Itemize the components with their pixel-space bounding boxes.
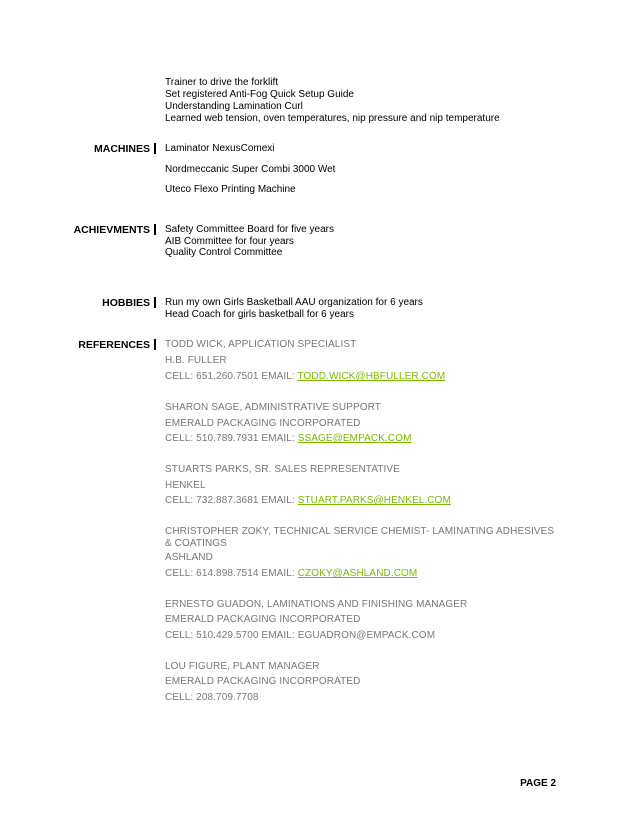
training-line: Set registered Anti-Fog Quick Setup Guide bbox=[165, 89, 354, 100]
achievement-item: Quality Control Committee bbox=[165, 247, 283, 258]
reference-name: ERNESTO GUADON, LAMINATIONS AND FINISHING MANAGER bbox=[165, 599, 468, 610]
training-line: Learned web tension, oven temperatures, nip pressure and nip temperature bbox=[165, 113, 500, 124]
reference-cell: CELL: 732.887.3681 EMAIL: bbox=[165, 495, 298, 506]
section-divider bbox=[154, 297, 156, 308]
reference-contact bbox=[165, 495, 555, 507]
training-line: Trainer to drive the forklift bbox=[165, 77, 279, 88]
machine-item: Uteco Flexo Printing Machine bbox=[165, 184, 296, 195]
reference-name: SHARON SAGE, ADMINISTRATIVE SUPPORT bbox=[165, 402, 381, 413]
section-divider bbox=[154, 339, 156, 350]
reference-name: TODD WICK, APPLICATION SPECIALIST bbox=[165, 339, 357, 350]
reference-contact bbox=[165, 568, 555, 580]
reference-email-link[interactable]: STUART.PARKS@HENKEL.COM bbox=[297, 495, 451, 506]
reference-cell: CELL: 651.260.7501 EMAIL: bbox=[165, 371, 298, 382]
reference-company: HENKEL bbox=[165, 480, 206, 491]
page-number: PAGE 2 bbox=[520, 778, 556, 789]
reference-contact bbox=[165, 371, 555, 383]
reference-name: CHRISTOPHER ZOKY, TECHNICAL SERVICE CHEMIST- LAMINATING ADHESIVES & COATINGS bbox=[165, 526, 555, 549]
reference-name: LOU FIGURE, PLANT MANAGER bbox=[165, 661, 320, 672]
training-line: Understanding Lamination Curl bbox=[165, 101, 303, 112]
hobby-item: Run my own Girls Basketball AAU organization for 6 years bbox=[165, 297, 423, 308]
reference-contact bbox=[165, 433, 555, 445]
reference-email-link[interactable]: SSAGE@EMPACK.COM bbox=[297, 433, 412, 444]
reference-cell: CELL: 614.898.7514 EMAIL: bbox=[165, 568, 298, 579]
reference-company: EMERALD PACKAGING INCORPORATED bbox=[165, 676, 361, 687]
machine-item: Nordmeccanic Super Combi 3000 Wet bbox=[165, 164, 336, 175]
reference-name: STUARTS PARKS, SR. SALES REPRESENTATIVE bbox=[165, 464, 400, 475]
reference-company: H.B. FULLER bbox=[165, 355, 227, 366]
hobby-item: Head Coach for girls basketball for 6 years bbox=[165, 309, 354, 320]
reference-contact: CELL: 510.429.5700 EMAIL: EGUADRON@EMPACK.COM bbox=[165, 630, 436, 641]
section-divider bbox=[154, 224, 156, 235]
machines-heading: MACHINES bbox=[93, 143, 150, 155]
achievements-heading: ACHIEVMENTS bbox=[73, 224, 150, 236]
references-heading: REFERENCES bbox=[78, 339, 150, 351]
reference-cell: CELL: 510.789.7931 EMAIL: bbox=[165, 433, 298, 444]
reference-email-link[interactable]: CZOKY@ASHLAND.COM bbox=[297, 568, 418, 579]
reference-company: EMERALD PACKAGING INCORPORATED bbox=[165, 614, 361, 625]
reference-company: EMERALD PACKAGING INCORPORATED bbox=[165, 418, 361, 429]
machine-item: Laminator NexusComexi bbox=[165, 143, 275, 154]
hobbies-heading: HOBBIES bbox=[102, 297, 150, 309]
achievement-item: AIB Committee for four years bbox=[165, 236, 294, 247]
reference-company: ASHLAND bbox=[165, 552, 213, 563]
reference-contact: CELL: 208.709.7708 bbox=[165, 692, 259, 703]
reference-email-link[interactable]: TODD.WICK@HBFULLER.COM bbox=[297, 371, 446, 382]
section-divider bbox=[154, 143, 156, 154]
achievement-item: Safety Committee Board for five years bbox=[165, 224, 334, 235]
